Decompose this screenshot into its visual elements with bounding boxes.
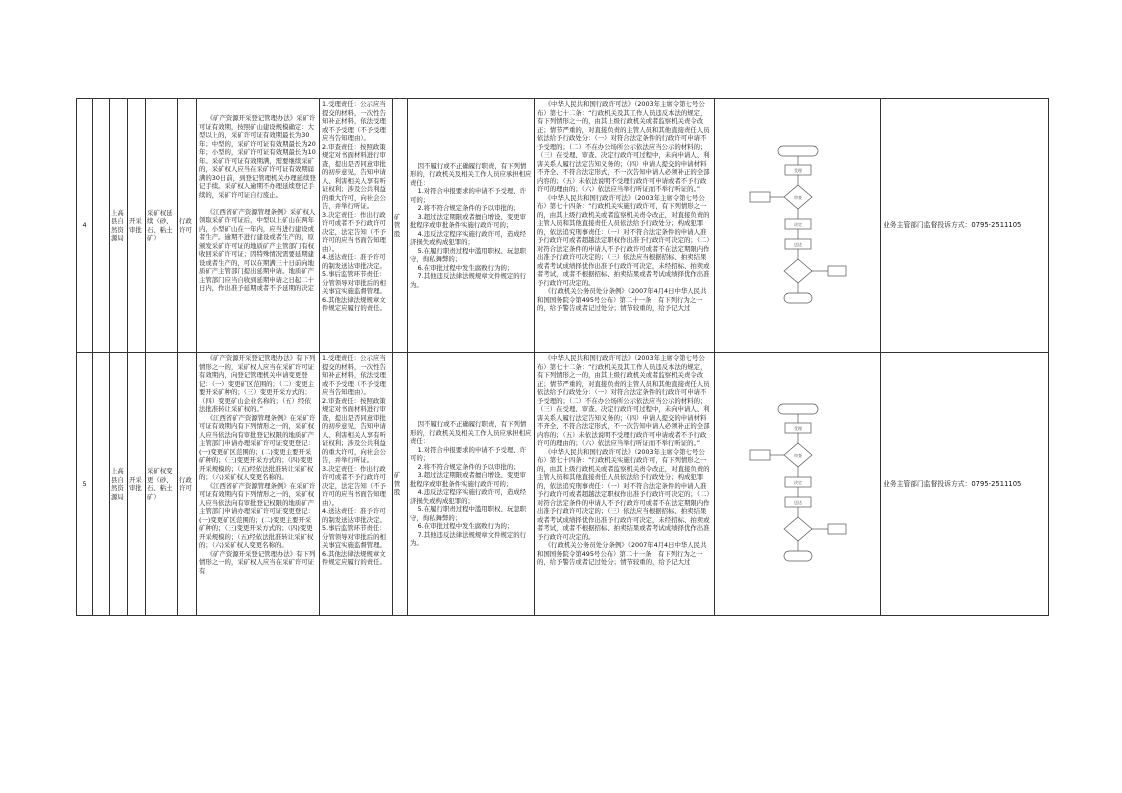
law-basis-cell (535, 99, 715, 353)
flow-step-label: 审查 (793, 194, 802, 200)
law-paragraph: 《中华人民共和国行政许可法》（2003年主席令第七号公布）第七十二条：“行政机关及其工作人员违反本法的规定，有下列情形之一的，由其上级行政机关或者监察机关责令改正；情节严重的，对直接负责的主管人员和其他直接责任人员依法给予行政处分：（一）对符合法定条件的行政许可申请不予受理的；（二）不在办公场所公示依法应当公示的材料的；（三）在受理、审查、决定行政许可过程中，未向申请人、利害关系人履行法定告知义务的；（四）申请人提交的申请材料不齐全、不符合法定形式，不一次告知申请人必须补正的全部内容的；（五）未依法说明不受理行政许可申请或者不予行政许可的理由的；（六）依法应当举行听证而不举行听证的。” (537, 354, 710, 447)
accountability-item: 1.对符合申报要求的申请不予受理、许可的； (410, 445, 527, 463)
flowchart-cell (715, 99, 881, 353)
basis-paragraph: 《江西省矿产资源管理条例》在采矿许可证有效期内有下列情形之一的，采矿权人应当依法向有审批登记权限的地质矿产主管部门申请办理采矿许可证变更登记：(一)变更矿区范围的；(二)变更主要开采矿种的；（三)变更开采方式的；（四)变更开采规模的；（五)经依法批准转让采矿权的；（六)采矿权人变更名称的。 (199, 413, 316, 481)
contact-cell: 业务主管部门监督投诉方式：0795-2511105 (881, 99, 1049, 353)
flow-step-label: 决定 (793, 221, 802, 227)
basis-paragraph: 《矿产资源开采登记管理办法》有下列情形之一的，采矿权人应当在采矿许可证有 (199, 549, 316, 575)
basis-paragraph: 《江西省矿产资源管理条例》在采矿许可证有效期内有下列情形之一的，采矿权人应当依法向有审批登记权限的地质矿产主管部门申请办理采矿许可证变更登记：(一)变更矿区范围的；(二)变更主要开采矿种的；（三)变更开采方式的；（四)变更开采规模的；（五)经依法批准转让采矿权的；（六)采矿权人变更名称的。 (199, 481, 316, 549)
accountability-item: 5.在履行职责过程中滥用职权、玩忽职守，徇私舞弊的； (410, 246, 527, 264)
accountability-item: 4.违反法定程序实施行政许可，造成经济损失或构成犯罪的； (410, 488, 527, 505)
contact-cell: 业务主管部门监督投诉方式：0795-2511105 (881, 353, 1049, 616)
accountability-item: 2.将不符合规定条件的予以审批的； (417, 462, 520, 471)
basis-paragraph: 《矿产资源开采登记管理办法》采矿许可证有效期，按照矿山建设规模确定：大型以上的，采矿许可证有效期最长为30年；中型的，采矿许可证有效期最长为20年；小型的，采矿许可证有效期最长为10年。采矿许可证有效期满，需要继续采矿的，采矿权人应当在采矿许可证有效期届满的30日前，到登记管理机关办理延续登记手续。采矿权人逾期不办理延续登记手续的，采矿许可证自行废止。 (199, 114, 316, 199)
law-paragraph: 《中华人民共和国行政许可法》（2003年主席令第七号公布）第七十四条：“行政机关实施行政许可，有下列情形之一的，由其上级行政机关或者监察机关责令改正，对直接负责的主管人员和其他直接责任人员依法给予行政处分；构成犯罪的，依法追究刑事责任：（一）对不符合法定条件的申请人准予行政许可或者超越法定职权作出准予行政许可决定的；（二）对符合法定条件的申请人不予行政许可或者不在法定期限内作出准予行政许可决定的；（三）依法应当根据招标、拍卖结果或者考试成绩择优作出准予行政许可决定，未经招标、拍卖或者考试，或者不根据招标、拍卖结果或者考试成绩择优作出准予行政许可决定的。 (537, 447, 710, 541)
responsibility-table (76, 98, 1049, 616)
department-cell: 上高县自然资源局 (110, 353, 128, 616)
table-row (77, 99, 1049, 353)
law-paragraph: 《行政机关公务员处分条例》（2007年4月4日中华人民共和国国务院令第495号公布）第二十一条 有下列行为之一的，给予警告或者记过处分；情节较重的，给予记大过 (537, 287, 707, 312)
accountability-item: 5.在履行职责过程中滥用职权、玩忽职守，徇私舞弊的； (410, 505, 527, 522)
flowchart-diagram (748, 141, 848, 311)
accountability-item: 6.在审批过程中发生腐败行为的； (417, 522, 514, 531)
basis-paragraph: 《矿产资源开采登记管理办法》有下列情形之一的，采矿权人应当在采矿许可证有效期内，向登记管理机关申请变更登记：（一）变更矿区范围的；（二）变更主要开采矿种的；（三）变更开采方式的；（四）变更矿山企业名称的；（五）经依法批准转让采矿权的。” (199, 354, 316, 413)
item-name-cell: 采矿权延续（砂、石、粘土矿） (146, 99, 178, 353)
accountability-item: 3.超过法定期限或者擅自增设、变更审批程序或审批条件实施行政许可的； (410, 471, 527, 488)
accountability-intro: 因不履行或不正确履行职责，有下列情形的，行政机关及相关工作人员应承担相应责任： (410, 420, 532, 446)
duty-text: 1.受理责任：公示应当提交的材料，一次性告知补正材料，依法受理或不予受理（不予受理应当告知理由）。 2.审查责任：按照政策规定对书面材料进行审查，提出是否同意审批的初步意见，告知申请人、利害相关人享有听证权利；涉及公共利益的重大许可，向社会公告，并举行听证。 3.决定责任：作出行政许可或者不予行政许可决定，法定告知（不予许可的应当书面告知理由）。 4.送达责任：准予许可的制发送达审批决定。 5.事后监管环节责任：分管领导对审批后的相关事宜实施监督管理。 6.其他法律法规规章文件规定应履行的责任。 (322, 100, 386, 312)
accountability-cell (408, 353, 535, 616)
flow-step-label: 受理 (793, 167, 802, 173)
accountability-item: 7.其他违反法律法规规章文件规定的行为。 (410, 272, 527, 289)
department-cell: 上高县自然资源局 (110, 99, 128, 353)
flow-step-label: 送达 (793, 241, 802, 247)
category-cell: 开采审批 (128, 353, 146, 616)
table-row (77, 353, 1049, 616)
duty-cell (320, 353, 393, 616)
accountability-item: 2.将不符合规定条件的予以审批的； (417, 204, 520, 213)
duty-cell (320, 99, 393, 353)
responsible-unit-cell: 矿管股 (393, 353, 408, 616)
law-paragraph: 《中华人民共和国行政许可法》（2003年主席令第七号公布）第七十四条：“行政机关实施行政许可，有下列情形之一的，由其上级行政机关或者监察机关责令改正，对直接负责的主管人员和其他直接责任人员依法给予行政处分；构成犯罪的，依法追究刑事责任：（一）对不符合法定条件的申请人准予行政许可或者超越法定职权作出准予行政许可决定的；（二）对符合法定条件的申请人不予行政许可或者不在法定期限内作出准予行政许可决定的；（三）依法应当根据招标、拍卖结果或者考试成绩择优作出准予行政许可决定，未经招标、拍卖或者考试，或者不根据招标、拍卖结果或者考试成绩择优作出准予行政许可决定的。 (537, 193, 710, 287)
empty-cell (93, 353, 110, 616)
basis-paragraph: 《江西省矿产资源管理条例》采矿权人领取采矿许可证后，中型以上矿山在两年内，小型矿山在一年内，应当进行建设或者生产。逾期不进行建设或者生产的，原颁发采矿许可证的地质矿产主管部门有权收回采矿许可证；因特殊情况需要延期建设或者生产的，可以在期满三十日前向地质矿产主管部门提出延期申请。地质矿产主管部门应当自收到延期申请之日起二十日内，作出准予延期或者不予延期的决定 (199, 207, 316, 292)
row-number: 5 (77, 353, 93, 616)
flow-step-label: 受理 (793, 426, 802, 431)
flowchart-cell (715, 353, 881, 616)
legal-basis-cell (197, 99, 320, 353)
item-type-cell: 行政许可 (178, 353, 197, 616)
accountability-cell (408, 99, 535, 353)
duty-text: 1.受理责任：公示应当提交的材料，一次性告知补正材料，依法受理或不予受理（不予受理应当告知理由）。 2.审查责任：按照政策规定对书面材料进行审查，提出是否同意审批的初步意见，告知申请人、利害相关人享有听证权利；涉及公共利益的重大许可，向社会公告，并举行听证。 3.决定责任：作出行政许可或者不予行政许可决定，法定告知（不予许可的应当书面告知理由）。 4.送达责任：准予许可的制发送达审批决定。 5.事后监管环节责任：分管领导对审批后的相关事宜实施监督管理。 6.其他法律法规规章文件规定应履行的责任。 (322, 354, 386, 566)
law-paragraph: 《行政机关公务员处分条例》（2007年4月4日中华人民共和国国务院令第495号公布）第二十一条 有下列行为之一的，给予警告或者记过处分；情节较重的，给予记大过 (537, 541, 707, 566)
accountability-item: 6.在审批过程中发生腐败行为的； (417, 263, 514, 272)
item-name-cell: 采矿权变更（砂、石、粘土矿） (146, 353, 178, 616)
legal-basis-cell (197, 353, 320, 616)
accountability-item: 7.其他违反法律法规规章文件规定的行为。 (410, 530, 527, 548)
accountability-intro: 因不履行或不正确履行职责，有下列情形的，行政机关及相关工作人员应承担相应责任： (410, 161, 532, 187)
row-number: 4 (77, 99, 93, 353)
empty-cell (93, 99, 110, 353)
category-cell: 开采审批 (128, 99, 146, 353)
flow-step-label: 决定 (793, 480, 802, 485)
item-type-cell: 行政许可 (178, 99, 197, 353)
law-paragraph: 《中华人民共和国行政许可法》（2003年主席令第七号公布）第七十二条：“行政机关及其工作人员违反本法的规定，有下列情形之一的，由其上级行政机关或者监察机关责令改正；情节严重的，对直接负责的主管人员和其他直接责任人员依法给予行政处分：（一）对符合法定条件的行政许可申请不予受理的；（二）不在办公场所公示依法应当公示的材料的；（三）在受理、审查、决定行政许可过程中，未向申请人、利害关系人履行法定告知义务的；（四）申请人提交的申请材料不齐全、不符合法定形式，不一次告知申请人必须补正的全部内容的；（五）未依法说明不受理行政许可申请或者不予行政许可的理由的；（六）依法应当举行听证而不举行听证的。” (537, 100, 710, 193)
flow-step-label: 审查 (793, 453, 802, 458)
flow-step-label: 送达 (793, 500, 802, 505)
accountability-item: 4.违反法定程序实施行政许可，造成经济损失或构成犯罪的； (410, 229, 527, 247)
accountability-item: 1.对符合申报要求的申请不予受理、许可的； (410, 187, 527, 204)
law-basis-cell (535, 353, 715, 616)
accountability-item: 3.超过法定期限或者擅自增设、变更审批程序或审批条件实施行政许可的； (410, 212, 527, 230)
responsible-unit-cell: 矿管股 (393, 99, 408, 353)
flowchart-diagram (748, 399, 848, 569)
